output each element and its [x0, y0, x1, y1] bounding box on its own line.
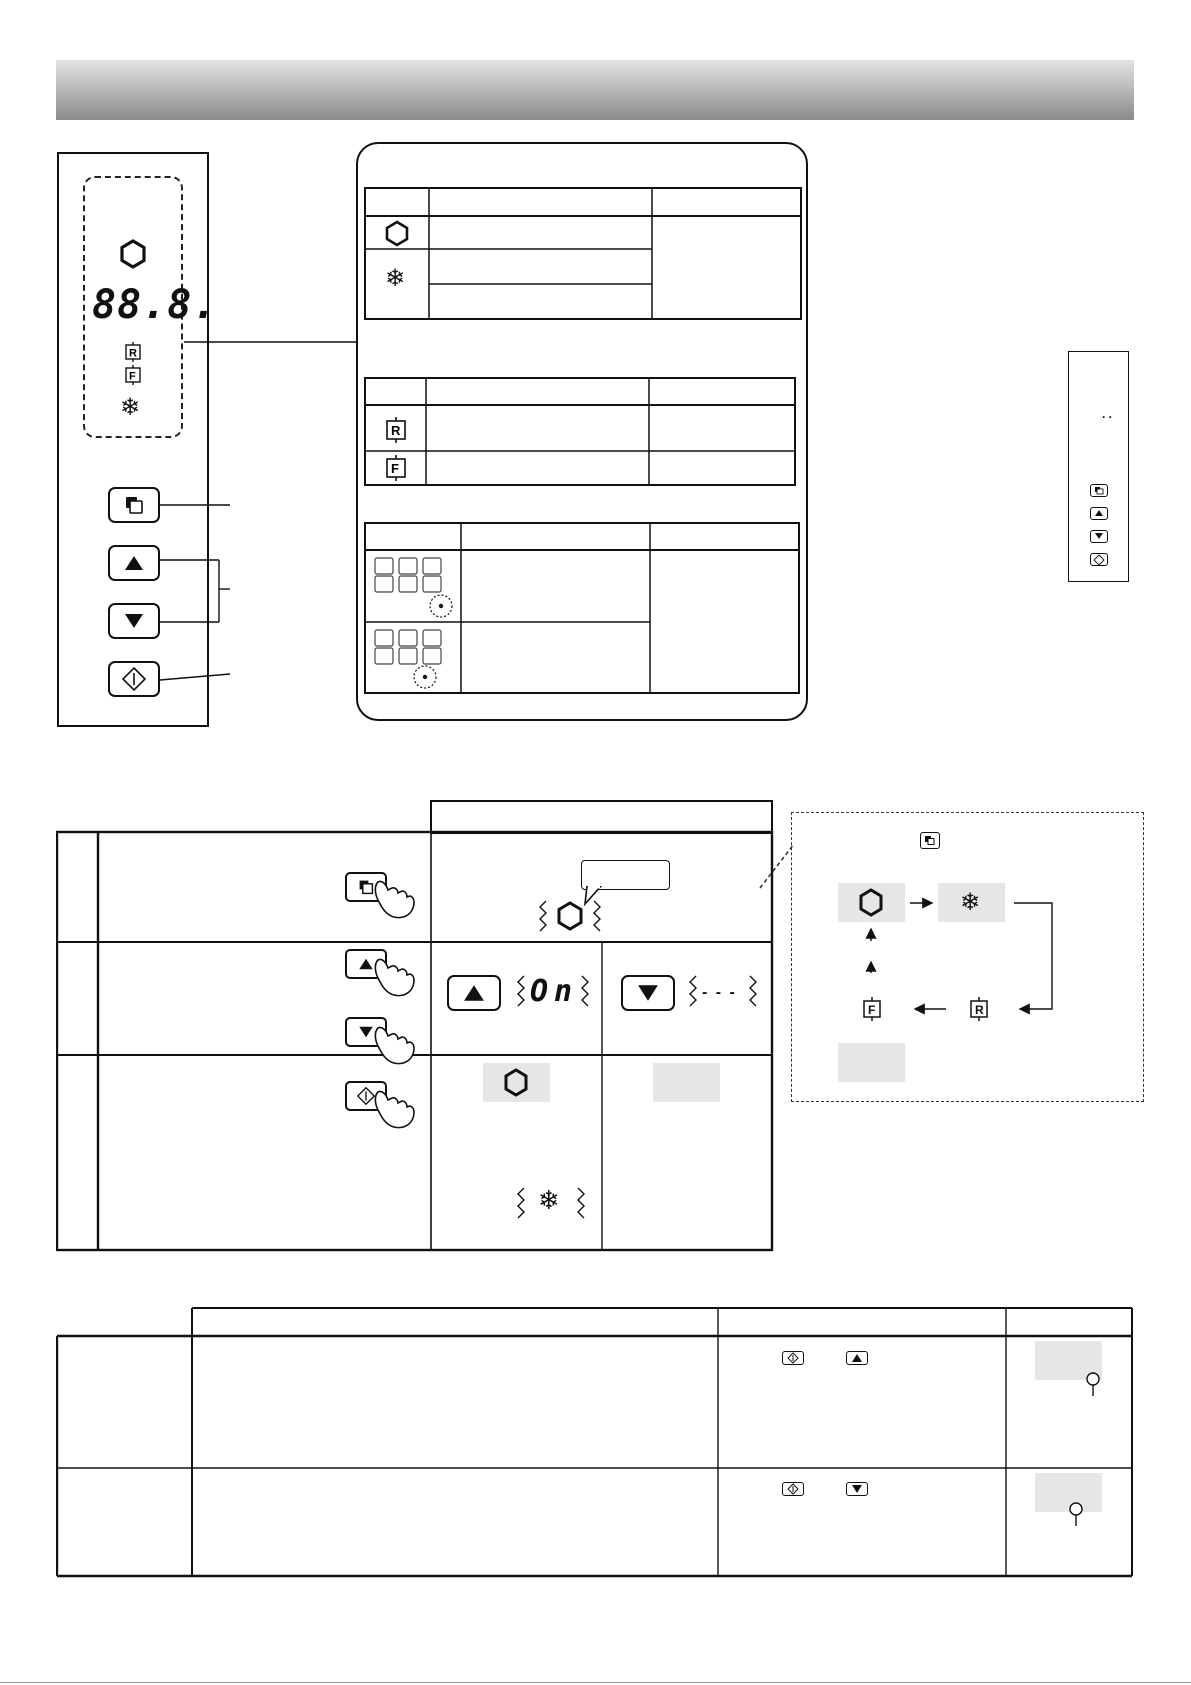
triangle-up-icon	[851, 1353, 863, 1363]
result-up-button	[447, 975, 501, 1011]
blinking-snowflake-icon: ❄	[516, 1182, 586, 1226]
cycle-arrows	[791, 812, 1144, 1102]
hexagon-icon	[483, 1063, 550, 1102]
callout-table-3	[364, 522, 800, 694]
lamp-indicator-icon	[1083, 1370, 1103, 1398]
cycle-f-label: F	[868, 1003, 876, 1017]
r-indicator-icon	[385, 417, 407, 443]
mini-button-icons	[1090, 484, 1108, 568]
display-on-text: On	[530, 974, 579, 1009]
f-indicator-icon	[385, 455, 407, 481]
triangle-down-icon	[851, 1484, 863, 1494]
lamp-indicator-icon	[1066, 1500, 1086, 1528]
callout-table-2	[364, 377, 796, 486]
seven-segment-display: 88.8.	[92, 282, 218, 328]
pressing-hand-icon	[372, 956, 420, 998]
blinking-off-display	[688, 970, 758, 1016]
svg-text:F: F	[129, 370, 136, 383]
pressing-hand-icon	[372, 878, 420, 920]
pressing-hand-icon	[372, 1024, 420, 1066]
start-diamond-icon	[787, 1483, 799, 1495]
snowflake-icon: ❄	[960, 888, 981, 916]
cycle-r-label: R	[975, 1003, 984, 1017]
snowflake-icon: ❄	[385, 264, 406, 292]
svg-text:F: F	[391, 461, 399, 476]
mini-display-dots: . .	[1102, 407, 1113, 421]
blinking-hexagon-icon	[536, 895, 604, 942]
svg-text:R: R	[391, 423, 401, 438]
callout-table-1	[364, 187, 802, 320]
display-off-text: - - -	[702, 984, 737, 1001]
triangle-down-icon	[637, 984, 659, 1002]
result-down-button	[621, 975, 675, 1011]
svg-text:R: R	[129, 347, 137, 360]
start-diamond-icon	[787, 1352, 799, 1364]
blinking-on-display	[516, 970, 590, 1016]
footer-rule	[0, 1682, 1191, 1683]
snowflake-icon: ❄	[120, 393, 141, 421]
hexagon-indicator-box	[483, 1063, 550, 1102]
pressing-hand-icon	[372, 1088, 420, 1130]
triangle-up-icon	[463, 984, 485, 1002]
blank-indicator-box	[653, 1063, 720, 1102]
bottom-table	[56, 1306, 1134, 1578]
